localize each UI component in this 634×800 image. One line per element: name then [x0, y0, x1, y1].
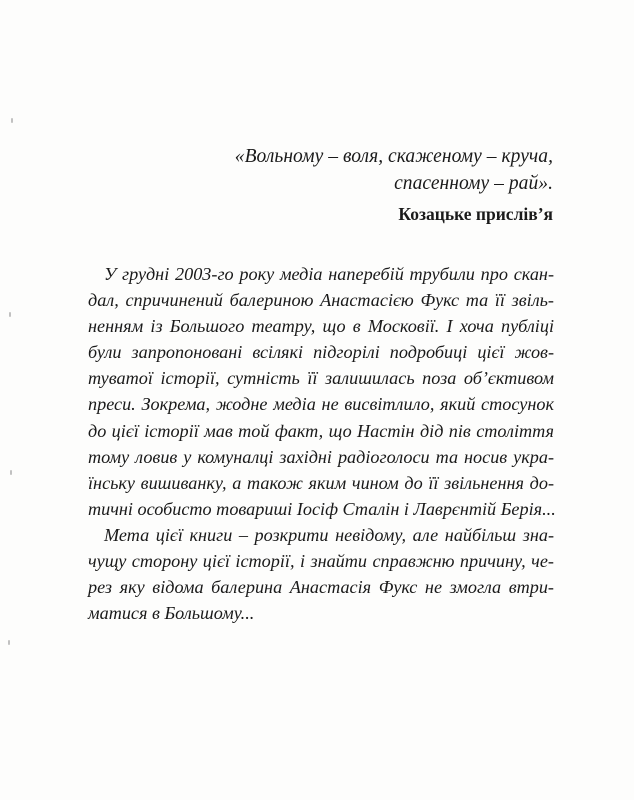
epigraph-line: «Вольному – воля, скаженому – круча, — [234, 146, 553, 167]
text-line: тому ловив у комуналці західні радіоголоси та носив укра- — [88, 446, 554, 467]
text-line: туватої історії, сутність її залишилась поза об’єктивом — [88, 368, 554, 389]
epigraph-source: Козацьке прислів’я — [398, 204, 553, 224]
text-line: Мета цієї книги – розкрити невідому, але найбільш зна- — [104, 524, 554, 545]
text-line: матися в Большому... — [88, 603, 255, 624]
text-line: рез яку відома балерина Анастасія Фукс не змогла втри- — [88, 577, 554, 598]
body-text — [88, 261, 554, 626]
text-line: були запропоновані всілякі підгорілі подробиці цієї жов- — [88, 342, 554, 363]
text-line: У грудні 2003-го року медіа наперебій трубили про скан- — [104, 264, 554, 284]
text-line: їнську вишиванку, а також яким чином до її звільнення до- — [88, 472, 554, 493]
scan-speck — [11, 118, 13, 123]
epigraph-line: спасенному – рай». — [394, 173, 553, 194]
text-line: дал, спричинений балериною Анастасією Фукс та її звіль- — [88, 290, 554, 311]
scan-speck — [9, 312, 11, 317]
scan-speck — [10, 470, 12, 475]
text-line: тичні особисто товариші Іосіф Сталін і Лаврєнтій Берія... — [88, 498, 556, 519]
paragraph-intro — [88, 261, 554, 522]
text-line: до цієї історії мав той факт, що Настін дід пів століття — [88, 420, 554, 441]
text-line: преси. Зокрема, жодне медіа не висвітлило, який стосунок — [88, 394, 554, 415]
text-line: чущу сторону цієї історії, і знайти справжню причину, че- — [88, 551, 554, 572]
text-line: ненням із Большого театру, що в Московії. І хоча публіці — [88, 316, 554, 337]
paragraph-purpose — [88, 522, 554, 626]
epigraph — [235, 143, 553, 227]
scan-speck — [8, 640, 10, 645]
